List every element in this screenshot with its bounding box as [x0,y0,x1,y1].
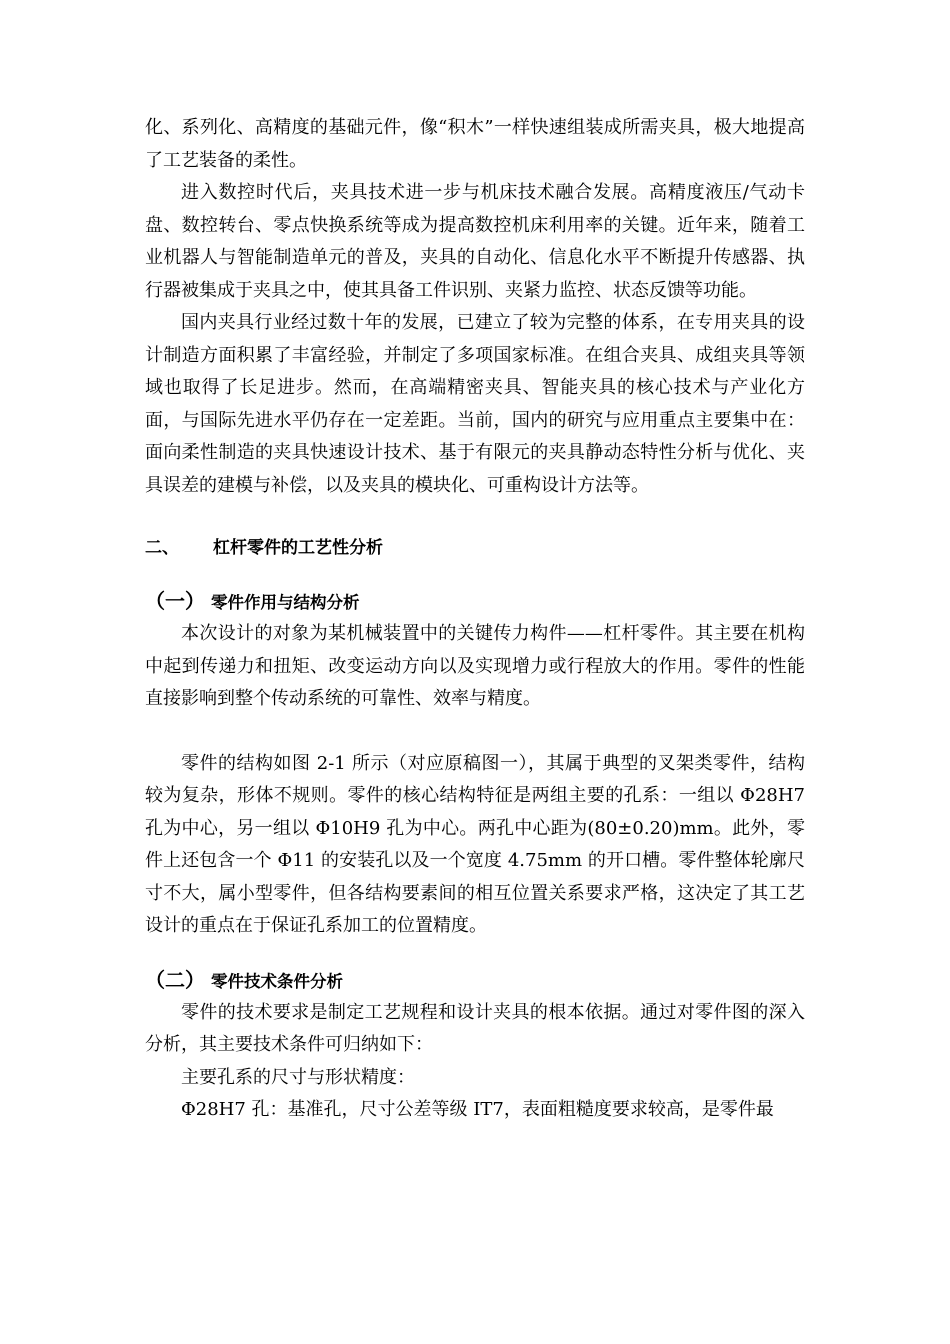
subsection-heading-1 [145,584,805,618]
spacer [145,943,805,963]
spacer [145,716,805,748]
subsection-number: （二） [145,967,205,992]
paragraph-tech-requirements: 零件的技术要求是制定工艺规程和设计夹具的根本依据。通过对零件图的深入分析，其主要技术条件可归纳如下： [145,1001,805,1055]
spacer [145,564,805,584]
subsection-number: （一） [145,589,205,613]
paragraph-hole-precision: 主要孔系的尺寸与形状精度： [181,1066,415,1088]
section-heading-2 [145,532,805,564]
paragraph-part-function: 本次设计的对象为某机械装置中的关键传力构件——杠杆零件。其主要在机构中起到传递力和扭矩、改变运动方向以及实现增力或行程放大的作用。零件的性能直接影响到整个传动系统的可靠性、效率与精度。 [145,623,805,709]
paragraph-domestic-industry: 国内夹具行业经过数十年的发展，已建立了较为完整的体系，在专用夹具的设计制造方面积累了丰富经验，并制定了多项国家标准。在组合夹具、成组夹具等领域也取得了长足进步。然而，在高端精密夹具、智能夹具的核心技术与产业化方面，与国际先进水平仍存在一定差距。当前，国内的研究与应用重点主要集中在：面向柔性制造的夹具快速设计技术、基于有限元的夹具静动态特性分析与优化、夹具误差的建模与补偿，以及夹具的模块化、可重构设计方法等。 [145,312,805,496]
document-page [145,112,805,1127]
paragraph-part-structure: 零件的结构如图 2-1 所示（对应原稿图一），其属于典型的叉架类零件，结构较为复杂，形体不规则。零件的核心结构特征是两组主要的孔系：一组以 Φ28H7 孔为中心，另一组以 Φ10H9 孔为中心。两孔中心距为(80±0.20)mm。此外，零件上还包含一个 Φ11 的安装孔以及一个宽度 4.75mm 的开口槽。零件整体轮廓尺寸不大，属小型零件，但各结构要素间的相互位置关系要求严格，这决定了其工艺设计的重点在于保证孔系加工的位置精度。 [145,752,805,936]
spacer [145,502,805,532]
paragraph-phi28-hole: Φ28H7 孔：基准孔，尺寸公差等级 IT7，表面粗糙度要求较高，是零件最 [181,1099,774,1120]
paragraph-cnc-era: 进入数控时代后，夹具技术进一步与机床技术融合发展。高精度液压/气动卡盘、数控转台、零点快换系统等成为提高数控机床利用率的关键。近年来，随着工业机器人与智能制造单元的普及，夹具的自动化、信息化水平不断提升传感器、执行器被集成于夹具之中，使其具备工件识别、夹紧力监控、状态反馈等功能。 [145,182,805,301]
paragraph-modular-fixtures: 化、系列化、高精度的基础元件，像“积木”一样快速组装成所需夹具，极大地提高了工艺装备的柔性。 [145,117,805,171]
subsection-heading-2 [145,963,805,997]
subsection-title: 零件技术条件分析 [211,971,343,991]
section-number: 二、 [145,538,179,558]
subsection-title: 零件作用与结构分析 [211,593,360,612]
section-title: 杠杆零件的工艺性分析 [213,538,383,558]
